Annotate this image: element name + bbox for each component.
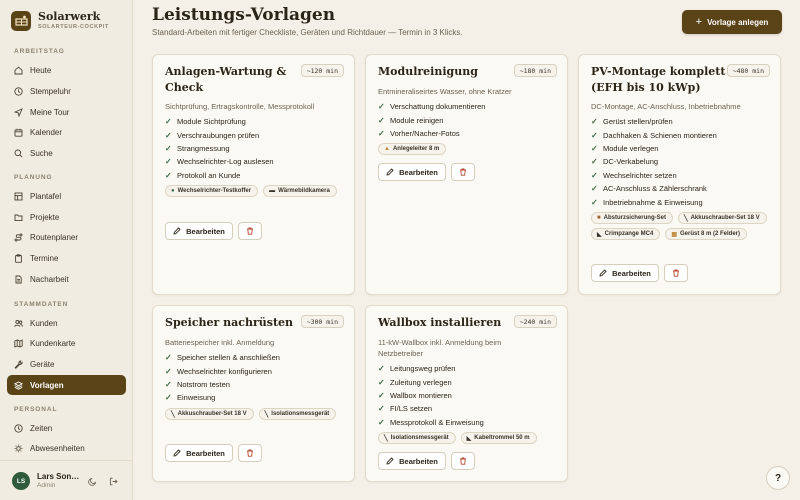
check-icon: ✓ — [165, 353, 172, 363]
nav-section-planung: PLANUNG — [14, 174, 53, 181]
case-icon: ● — [171, 188, 175, 194]
duration-badge: ~480 min — [727, 64, 770, 77]
sidebar-item-projekte[interactable] — [7, 207, 126, 227]
checklist-item: ✓ Wechselrichter-Log auslesen — [165, 157, 274, 167]
sidebar-item-label: Nacharbeit — [30, 274, 69, 284]
check-icon: ✓ — [165, 143, 172, 153]
equipment-chip: ╲ Isolationsmessgerät — [259, 408, 337, 420]
equipment-chip: ● Wechselrichter-Testkoffer — [165, 185, 258, 197]
card-title: Wallbox installieren — [378, 316, 502, 329]
sidebar-item-label: Plantafel — [30, 191, 62, 201]
equipment-chip: ╲ Akkuschrauber-Set 18 V — [678, 212, 767, 224]
brand-name: Solarwerk — [38, 10, 101, 23]
sidebar-item-label: Vorlagen — [30, 380, 64, 390]
check-icon: ✓ — [165, 170, 172, 180]
card-actions — [591, 264, 688, 282]
pencil-icon — [173, 449, 181, 457]
sidebar-item-abwesenheiten[interactable] — [7, 438, 126, 458]
sidebar-item-kundenkarte[interactable] — [7, 333, 126, 353]
edit-button[interactable]: Bearbeiten — [378, 452, 446, 470]
trash-icon — [246, 449, 254, 457]
user-profile — [0, 460, 133, 500]
delete-button[interactable] — [451, 163, 475, 181]
sidebar-item-label: Abwesenheiten — [30, 443, 85, 453]
checklist-item: ✓ Vorher/Nacher-Fotos — [378, 128, 460, 138]
checklist-item: ✓ Wechselrichter setzen — [591, 170, 677, 180]
sidebar-item-label: Stempeluhr — [30, 86, 71, 96]
sidebar-item-termine[interactable] — [7, 248, 126, 268]
plus-icon: + — [695, 16, 703, 28]
equipment-chips — [165, 408, 345, 420]
sidebar-item-label: Heute — [30, 65, 52, 75]
card-description: 11-kW-Wallbox inkl. Anmeldung beim Netzbetreiber — [378, 338, 502, 358]
trash-icon — [246, 227, 254, 235]
pencil-icon — [599, 269, 607, 277]
duration-badge: ~180 min — [514, 64, 557, 77]
add-template-label: Vorlage anlegen — [707, 17, 769, 27]
checklist-item: ✓ FI/LS setzen — [378, 404, 433, 414]
check-icon: ✓ — [165, 157, 172, 167]
dark-mode-moon-icon[interactable] — [87, 476, 97, 486]
page-subtitle: Standard-Arbeiten mit fertiger Checkliste, Geräten und Richtdauer — Termin in 3 Klicks. — [152, 28, 463, 37]
equipment-chip: ◣ Kabeltrommel 50 m — [461, 432, 537, 444]
equipment-chip: ▦ Gerüst 8 m (2 Felder) — [665, 228, 747, 240]
check-icon: ✓ — [165, 379, 172, 389]
check-icon: ✓ — [165, 130, 172, 140]
equipment-chip: ▬ Wärmebildkamera — [263, 185, 337, 197]
nav-section-personal: PERSONAL — [14, 406, 58, 413]
sidebar-item-label: Kunden — [30, 318, 58, 328]
checklist-item: ✓ Verschattung dokumentieren — [378, 102, 486, 112]
checklist-item: ✓ Speicher stellen & anschließen — [165, 353, 280, 363]
checklist — [378, 100, 485, 140]
checklist-item: ✓ Gerüst stellen/prüfen — [591, 117, 673, 127]
sidebar-item-label: Meine Tour — [30, 107, 70, 117]
delete-button[interactable] — [664, 264, 688, 282]
sidebar-item-label: Kundenkarte — [30, 338, 76, 348]
card-actions — [378, 452, 475, 470]
check-icon: ✓ — [378, 128, 385, 138]
edit-button[interactable]: Bearbeiten — [165, 222, 233, 240]
sidebar-item-meine-tour[interactable] — [7, 102, 126, 122]
nav-section-stammdaten: STAMMDATEN — [14, 301, 69, 308]
route-icon — [14, 233, 23, 242]
equipment-chip: ◣ Crimpzange MC4 — [591, 228, 660, 240]
add-template-button[interactable] — [682, 10, 782, 34]
brand-subtitle: SOLARTEUR-COCKPIT — [38, 24, 110, 30]
checklist-item: ✓ Zuleitung verlegen — [378, 377, 452, 387]
sidebar-item-label: Kalender — [30, 127, 63, 137]
checklist-item: ✓ Protokoll an Kunde — [165, 170, 241, 180]
sidebar-item-suche[interactable] — [7, 143, 126, 163]
avatar[interactable]: LS — [12, 472, 30, 490]
sidebar-item-routenplaner[interactable] — [7, 227, 126, 247]
clock-icon — [14, 424, 23, 433]
sidebar-item-label: Zeiten — [30, 423, 53, 433]
checklist-item: ✓ Strangmessung — [165, 143, 230, 153]
card-actions — [165, 444, 262, 462]
checklist-item: ✓ Wechselrichter konfigurieren — [165, 366, 272, 376]
template-card-modulreinigung — [365, 54, 568, 295]
delete-button[interactable] — [238, 222, 262, 240]
equipment-chip: ■ Absturzsicherung-Set — [591, 212, 673, 224]
sidebar-item-geraete[interactable] — [7, 354, 126, 374]
search-icon — [14, 149, 23, 158]
drill-icon: ╲ — [683, 215, 688, 222]
delete-button[interactable] — [451, 452, 475, 470]
equipment-chip: ╲ Akkuschrauber-Set 18 V — [165, 408, 254, 420]
pencil-icon — [173, 227, 181, 235]
trash-icon — [672, 269, 680, 277]
card-actions — [378, 163, 475, 181]
equipment-chips — [591, 212, 771, 240]
sidebar-item-heute[interactable] — [7, 60, 126, 80]
wrench-icon — [14, 360, 23, 369]
check-icon: ✓ — [378, 377, 385, 387]
card-description: Entmineraliseirtes Wasser, ohne Kratzer — [378, 87, 512, 96]
edit-button[interactable]: Bearbeiten — [591, 264, 659, 282]
checklist-item: ✓ Messprotokoll & Einweisung — [378, 417, 484, 427]
equipment-chip: ╲ Isolationsmessgerät — [378, 432, 456, 444]
sidebar-item-label: Routenplaner — [30, 232, 79, 242]
plug-icon: ◣ — [597, 231, 602, 238]
sidebar-item-label: Projekte — [30, 212, 60, 222]
page-title: Leistungs-Vorlagen — [152, 5, 336, 25]
checklist-item: ✓ DC-Verkabelung — [591, 157, 659, 167]
check-icon: ✓ — [378, 390, 385, 400]
harness-icon: ■ — [597, 215, 601, 221]
brand[interactable] — [11, 11, 109, 31]
card-title: Modulreinigung — [378, 65, 478, 78]
duration-badge: ~240 min — [514, 315, 557, 328]
help-button[interactable]: ? — [766, 466, 790, 490]
home-icon — [14, 66, 23, 75]
equipment-chips — [378, 143, 558, 155]
grid-icon — [14, 192, 23, 201]
sidebar-item-plantafel[interactable] — [7, 186, 126, 206]
checklist-item: ✓ Inbetriebnahme & Einweisung — [591, 197, 703, 207]
checklist-item: ✓ Dachhaken & Schienen montieren — [591, 130, 717, 140]
trash-icon — [459, 457, 467, 465]
checklist — [165, 351, 280, 405]
check-icon: ✓ — [591, 117, 598, 127]
scaffold-icon: ▦ — [671, 231, 677, 238]
check-icon: ✓ — [165, 393, 172, 403]
sidebar-item-stempeluhr[interactable] — [7, 81, 126, 101]
sidebar-item-label: Termine — [30, 253, 59, 263]
users-icon — [14, 319, 23, 328]
checklist-item: ✓ Verschraubungen prüfen — [165, 130, 260, 140]
sun-icon — [14, 444, 23, 453]
ladder-icon: ▲ — [384, 146, 390, 152]
document-icon — [14, 275, 23, 284]
check-icon: ✓ — [378, 364, 385, 374]
equipment-chips — [378, 432, 563, 444]
trash-icon — [459, 168, 467, 176]
check-icon: ✓ — [591, 157, 598, 167]
user-role: Admin — [37, 482, 56, 489]
check-icon: ✓ — [165, 366, 172, 376]
navigation-icon — [14, 108, 23, 117]
map-icon — [14, 339, 23, 348]
check-icon: ✓ — [591, 143, 598, 153]
check-icon: ✓ — [591, 184, 598, 194]
card-description: DC-Montage, AC-Anschluss, Inbetriebnahme — [591, 102, 741, 111]
equipment-chips — [165, 185, 345, 197]
card-title: Speicher nachrüsten — [165, 316, 294, 329]
drill-icon: ╲ — [171, 411, 175, 418]
card-description: Batteriespeicher inkl. Anmeldung — [165, 338, 275, 347]
sidebar — [0, 0, 133, 500]
sidebar-item-label: Geräte — [30, 359, 55, 369]
camera-icon: ▬ — [269, 188, 276, 194]
checklist-item: ✓ Module Sichtprüfung — [165, 117, 246, 127]
layers-icon — [14, 381, 23, 390]
check-icon: ✓ — [591, 130, 598, 140]
card-title: PV-Montage komplett (EFH bis 10 kWp) — [591, 65, 726, 94]
sidebar-item-vorlagen[interactable] — [7, 375, 126, 395]
meter-icon: ╲ — [264, 411, 269, 418]
checklist-item: ✓ Wallbox montieren — [378, 390, 452, 400]
checklist — [591, 115, 717, 209]
checklist — [378, 362, 484, 429]
duration-badge: ~300 min — [301, 315, 344, 328]
folder-icon — [14, 213, 23, 222]
checklist-item: ✓ Einweisung — [165, 393, 216, 403]
checklist-item: ✓ Notstrom testen — [165, 379, 230, 389]
checklist-item: ✓ AC-Anschluss & Zählerschrank — [591, 184, 707, 194]
sidebar-item-kunden[interactable] — [7, 313, 126, 333]
template-card-speicher — [152, 305, 355, 482]
sidebar-item-nacharbeit[interactable] — [7, 269, 126, 289]
sidebar-item-kalender[interactable] — [7, 122, 126, 142]
pencil-icon — [386, 168, 394, 176]
sidebar-item-zeiten[interactable] — [7, 418, 126, 438]
delete-button[interactable] — [238, 444, 262, 462]
nav-section-arbeitstag: ARBEITSTAG — [14, 48, 65, 55]
check-icon: ✓ — [378, 115, 385, 125]
check-icon: ✓ — [165, 117, 172, 127]
edit-button[interactable]: Bearbeiten — [165, 444, 233, 462]
duration-badge: ~120 min — [301, 64, 344, 77]
pencil-icon — [386, 457, 394, 465]
checklist-item: ✓ Module verlegen — [591, 143, 659, 153]
template-card-pv-montage — [578, 54, 781, 295]
template-card-wartung — [152, 54, 355, 295]
check-icon: ✓ — [591, 170, 598, 180]
checklist-item: ✓ Module reinigen — [378, 115, 444, 125]
checklist — [165, 115, 274, 182]
check-icon: ✓ — [378, 417, 385, 427]
template-card-wallbox — [365, 305, 568, 482]
clipboard-icon — [14, 254, 23, 263]
user-name: Lars Son… — [37, 472, 80, 481]
check-icon: ✓ — [378, 102, 385, 112]
logout-icon[interactable] — [108, 476, 118, 486]
card-description: Sichtprüfung, Ertragskontrolle, Messprotokoll — [165, 102, 315, 111]
check-icon: ✓ — [378, 404, 385, 414]
solar-logo-icon — [11, 11, 31, 31]
card-title: Anlagen-Wartung & Check — [165, 65, 287, 94]
edit-button[interactable]: Bearbeiten — [378, 163, 446, 181]
check-icon: ✓ — [591, 197, 598, 207]
sidebar-item-label: Suche — [30, 148, 53, 158]
checklist-item: ✓ Leitungsweg prüfen — [378, 364, 456, 374]
plug-icon: ◣ — [466, 435, 472, 442]
calendar-icon — [14, 128, 23, 137]
equipment-chip: ▲ Anlegeleiter 8 m — [378, 143, 446, 155]
meter-icon: ╲ — [384, 435, 388, 442]
card-actions — [165, 222, 262, 240]
clock-icon — [14, 87, 23, 96]
